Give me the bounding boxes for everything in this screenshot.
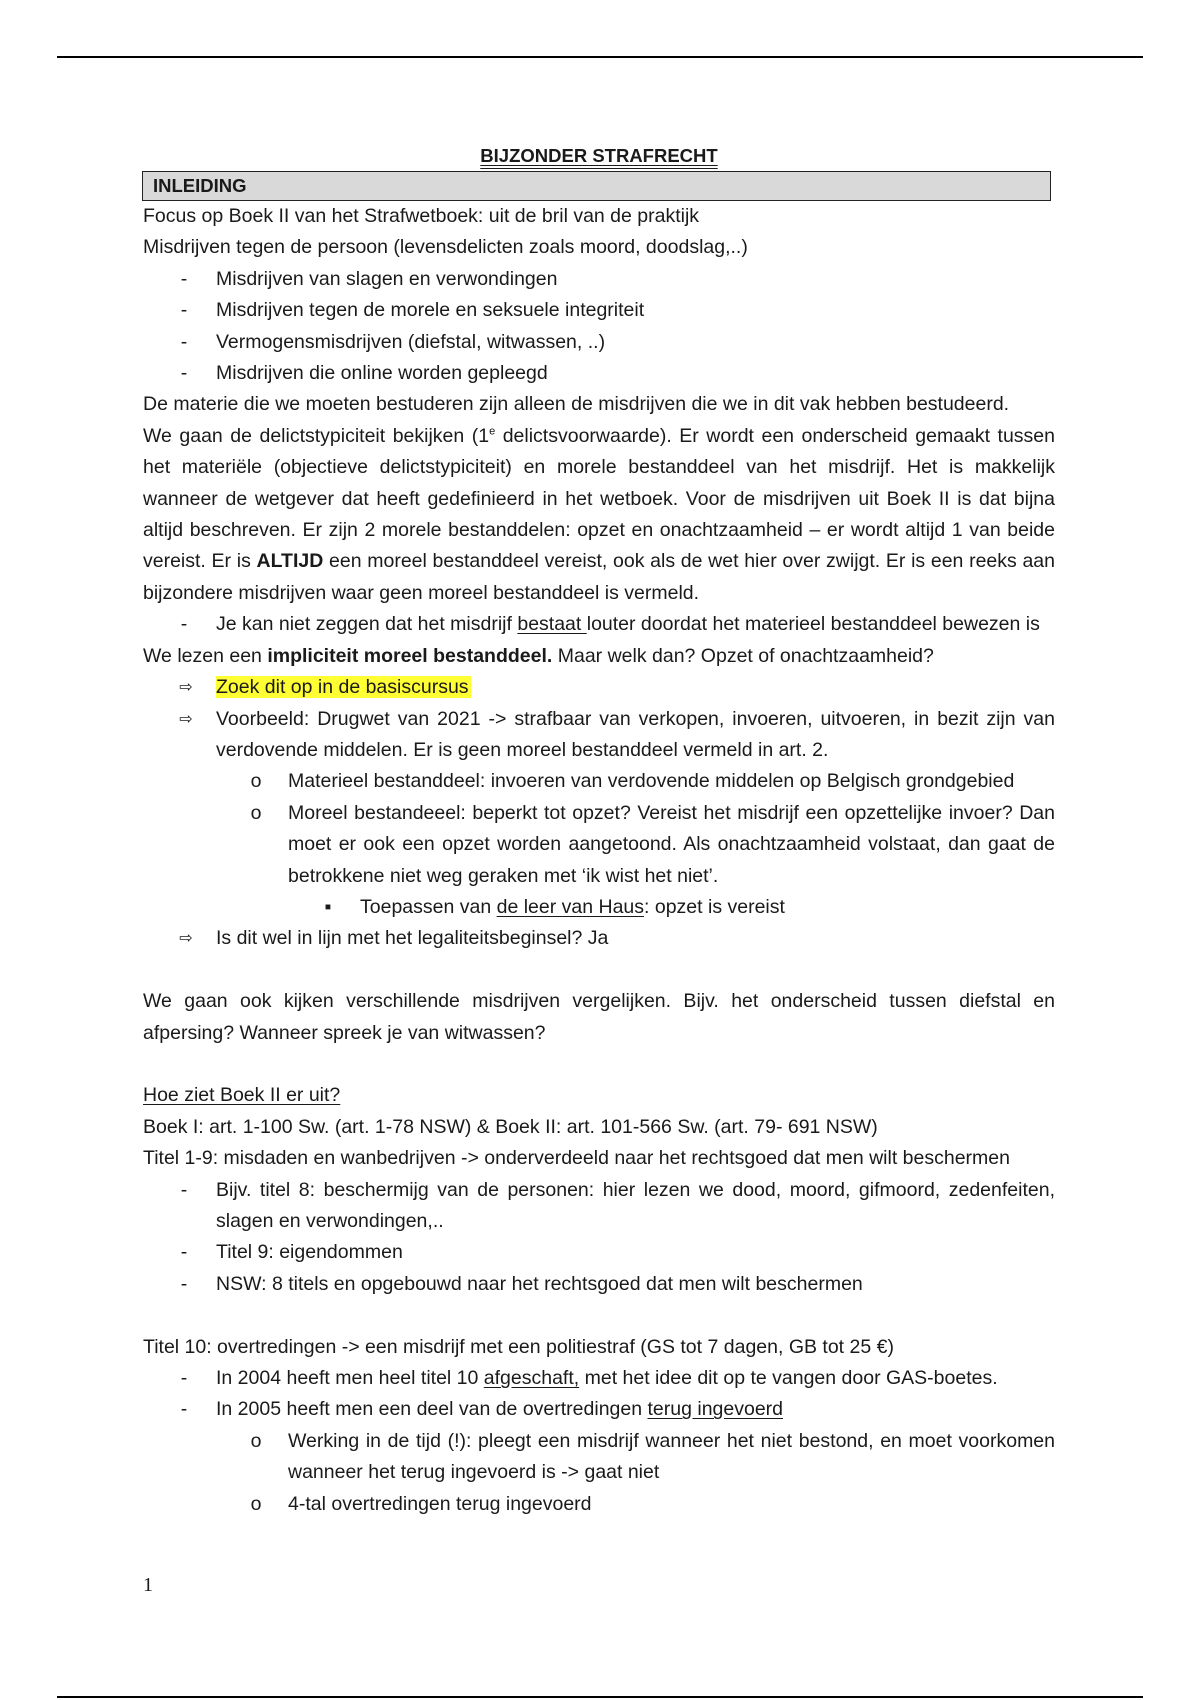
dash-bullet-icon — [174, 295, 194, 326]
highlighted-text: Zoek dit op in de basiscursus — [216, 676, 469, 699]
list-item: o Materieel bestanddeel: invoeren van verdovende middelen op Belgisch grondgebied — [143, 766, 1055, 797]
list-item: ⇨ Voorbeeld: Drugwet van 2021 -> strafbaar van verkopen, invoeren, uitvoeren, in bezit zijn van verdovende middelen. Er is geen moreel bestanddeel vermeld in art. 2. — [143, 704, 1055, 767]
list-item: - Bijv. titel 8: beschermijg van de personen: hier lezen we dood, moord, gifmoord, zedenfeiten, slagen en verwondingen,.. — [143, 1175, 1055, 1238]
paragraph-impliciet: We lezen een impliciteit moreel bestanddeel. Maar welk dan? Opzet of onachtzaamheid? — [143, 644, 934, 667]
list-item: - In 2005 heeft men een deel van de overtredingen terug ingevoerd — [143, 1394, 1055, 1425]
paragraph-vergelijken: We gaan ook kijken verschillende misdrijven vergelijken. Bijv. het onderscheid tussen diefstal en afpersing? Wanneer spreek je van witwassen? — [143, 990, 1055, 1044]
dash-bullet-icon — [174, 327, 194, 358]
titel-10-line: Titel 10: overtredingen -> een misdrijf met een politiestraf (GS tot 7 dagen, GB tot 25 €) — [143, 1335, 894, 1358]
circle-bullet-icon — [246, 1426, 266, 1457]
arrow-bullet-icon — [174, 672, 198, 703]
list-item: - Vermogensmisdrijven (diefstal, witwassen, ..) — [143, 327, 1055, 358]
boek-line-1: Boek I: art. 1-100 Sw. (art. 1-78 NSW) & Boek II: art. 101-566 Sw. (art. 79- 691 NSW) — [143, 1115, 878, 1138]
circle-bullet-icon — [246, 766, 266, 797]
dash-bullet-icon — [174, 1237, 194, 1268]
list-item: - NSW: 8 titels en opgebouwd naar het rechtsgoed dat men wilt beschermen — [143, 1269, 1055, 1300]
arrow-bullet-icon — [174, 923, 198, 954]
footer-rule — [57, 1696, 1143, 1698]
list-item: - Je kan niet zeggen dat het misdrijf bestaat louter doordat het materieel bestanddeel bewezen is — [143, 609, 1055, 640]
dash-bullet-icon — [174, 1175, 194, 1206]
list-item: o Werking in de tijd (!): pleegt een misdrijf wanneer het niet bestond, en moet voorkomen wanneer het terug ingevoerd is -> gaat niet — [143, 1426, 1055, 1489]
list-item: - In 2004 heeft men heel titel 10 afgeschaft, met het idee dit op te vangen door GAS-boetes. — [143, 1363, 1055, 1394]
dash-bullet-icon — [174, 1363, 194, 1394]
boek-line-2: Titel 1-9: misdaden en wanbedrijven -> onderverdeeld naar het rechtsgoed dat men wilt beschermen — [143, 1147, 1010, 1170]
list-item: - Misdrijven tegen de morele en seksuele integriteit — [143, 295, 1055, 326]
dash-bullet-icon — [174, 1269, 194, 1300]
circle-bullet-icon — [246, 1489, 266, 1520]
list-item: o 4-tal overtredingen terug ingevoerd — [143, 1489, 1055, 1520]
page-number: 1 — [143, 1574, 153, 1596]
intro-line-1: Focus op Boek II van het Strafwetboek: uit de bril van de praktijk — [143, 205, 700, 227]
section-heading-inleiding: INLEIDING — [142, 171, 1051, 201]
paragraph-delictstypiciteit: We gaan de delictstypiciteit bekijken (1e delictsvoorwaarde). Er wordt een onderscheid gemaakt tussen het materiële (objectieve delictstypiciteit) en morele bestanddeel van het misdrijf. Het is makkelijk wanneer de wetgever dat heeft gedefinieerd in het wetboek. Voor de misdrijven uit Boek II is dat bijna altijd beschreven. Er zijn 2 morele bestanddelen: opzet en onachtzaamheid – er wordt altijd 1 van beide vereist. Er is ALTIJD een moreel bestanddeel vereist, ook als de wet hier over zwijgt. Er is een reeks aan bijzondere misdrijven waar geen moreel bestanddeel is vermeld. — [143, 424, 1055, 604]
arrow-bullet-icon — [174, 704, 198, 735]
list-item: ▪ Toepassen van de leer van Haus: opzet is vereist — [143, 892, 1055, 923]
dash-bullet-icon — [174, 1394, 194, 1425]
subheading-boek-ii: Hoe ziet Boek II er uit? — [143, 1084, 341, 1107]
list-item — [143, 672, 1055, 703]
circle-bullet-icon — [246, 798, 266, 829]
dash-bullet-icon — [174, 609, 194, 640]
document-body — [143, 140, 1055, 1520]
dash-bullet-icon — [174, 358, 194, 389]
list-item: o Moreel bestandeeel: beperkt tot opzet? Vereist het misdrijf een opzettelijke invoer? Dan moet er ook een opzet worden aangetoond. Als onachtzaamheid volstaat, dan gaat de betrokkene niet weg geraken met ‘ik wist het niet’. — [143, 798, 1055, 892]
dash-bullet-icon — [174, 264, 194, 295]
list-item: ⇨ Is dit wel in lijn met het legaliteitsbeginsel? Ja — [143, 923, 1055, 954]
intro-line-2: Misdrijven tegen de persoon (levensdelicten zoals moord, doodslag,..) — [143, 236, 748, 259]
header-rule — [57, 56, 1143, 58]
paragraph-materie: De materie die we moeten bestuderen zijn alleen de misdrijven die we in dit vak hebben bestudeerd. — [143, 393, 1010, 416]
document-title: BIJZONDER STRAFRECHT — [480, 145, 718, 166]
list-item: - Misdrijven van slagen en verwondingen — [143, 264, 1055, 295]
list-item: - Titel 9: eigendommen — [143, 1237, 1055, 1268]
square-bullet-icon — [318, 892, 338, 923]
list-item: - Misdrijven die online worden gepleegd — [143, 358, 1055, 389]
